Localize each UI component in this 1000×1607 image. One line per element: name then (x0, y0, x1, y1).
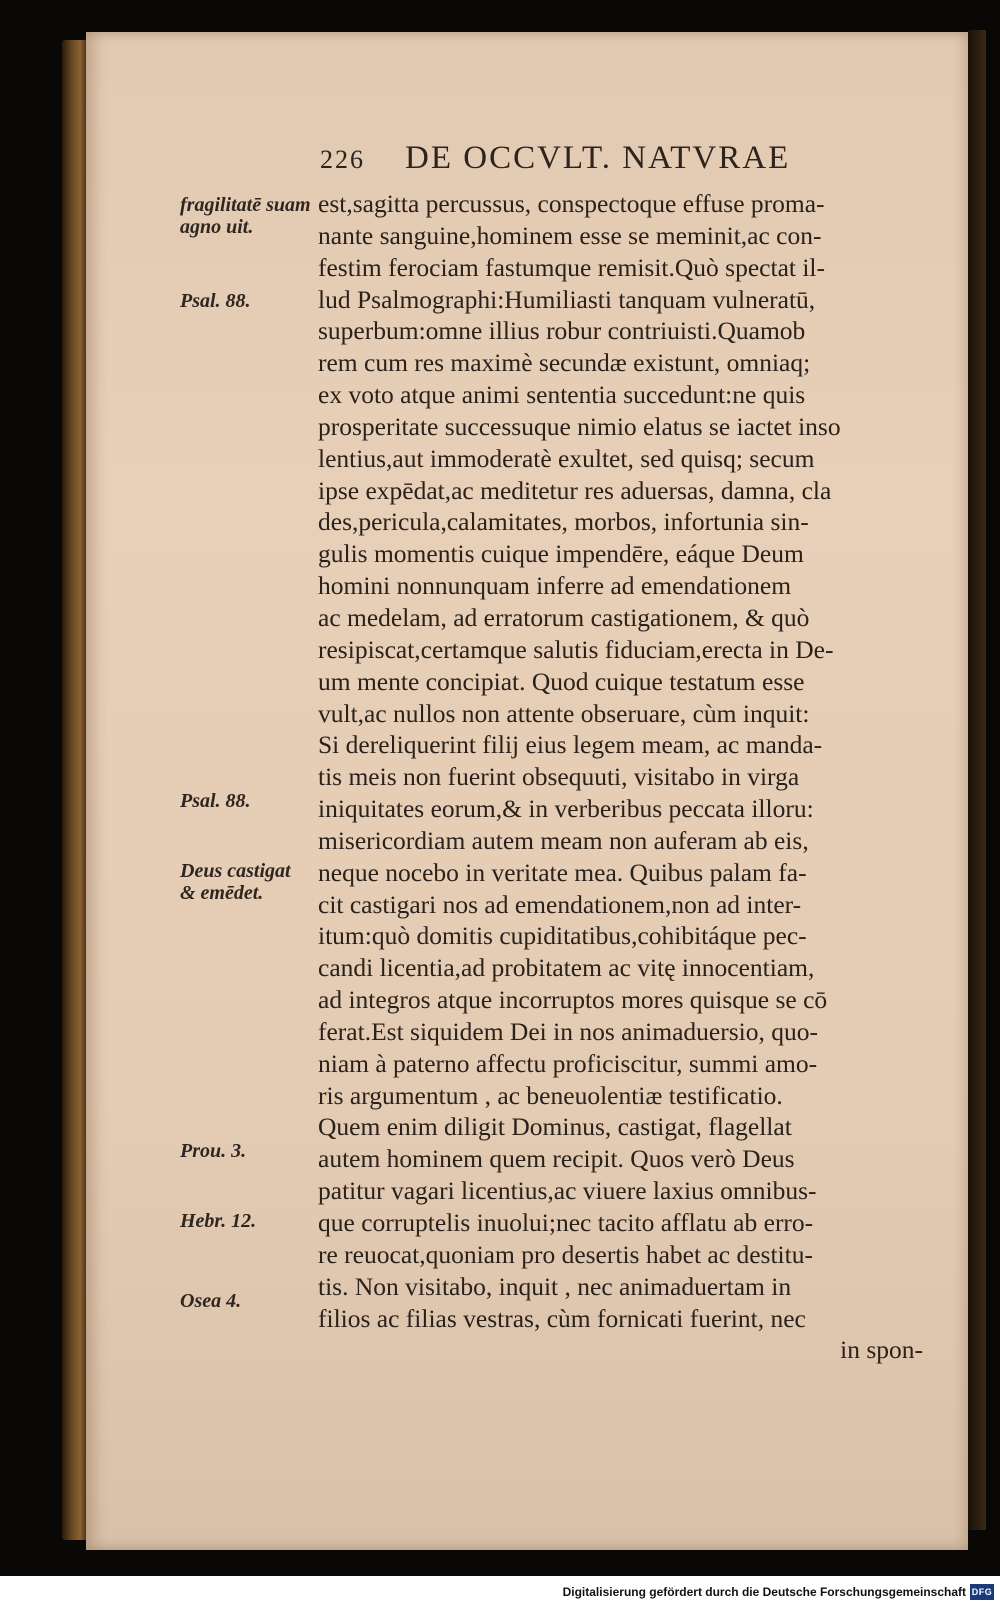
text-line: candi licentia,ad probitatem ac vitę innocentiam, (318, 953, 815, 983)
text-line: patitur vagari licentius,ac viuere laxius omnibus- (318, 1176, 817, 1206)
funding-credit: Digitalisierung gefördert durch die Deutsche Forschungsgemeinschaft (562, 1584, 966, 1599)
text-line: re reuocat,quoniam pro desertis habet ac destitu- (318, 1239, 813, 1269)
book-spine-edge (62, 40, 88, 1540)
running-title: DE OCCVLT. NATVRAE (405, 140, 791, 176)
dfg-logo: DFG (970, 1584, 994, 1600)
marginal-note: Prou. 3. (180, 1140, 247, 1162)
text-line: niam à paterno affectu proficiscitur, summi amo- (318, 1048, 818, 1078)
text-line: ac medelam, ad erratorum castigationem, & quò (318, 602, 810, 632)
text-line: tis. Non visitabo, inquit , nec animaduertam in (318, 1271, 792, 1301)
text-line: tis meis non fuerint obsequuti, visitabo in virga (318, 762, 800, 792)
text-line: ipse expēdat,ac meditetur res aduersas, damna, cla (318, 475, 832, 505)
text-line: neque nocebo in veritate mea. Quibus palam fa- (318, 857, 807, 887)
marginal-note: fragilitatē suam agno uit. (180, 194, 311, 238)
text-line: ex voto atque animi sententia succedunt:ne quis (318, 380, 806, 410)
running-header (320, 140, 880, 184)
text-line: autem hominem quem recipit. Quos verò Deus (318, 1144, 795, 1174)
page-number: 226 (320, 145, 365, 174)
text-line: est,sagitta percussus, conspectoque effuse proma- (318, 189, 825, 218)
marginal-note: Psal. 88. (180, 790, 251, 812)
text-line: iniquitates eorum,& in verberibus peccata illoru: (318, 794, 814, 824)
text-line: cit castigari nos ad emendationem,non ad inter- (318, 889, 802, 919)
text-line: ferat.Est siquidem Dei in nos animaduersio, quo- (318, 1016, 818, 1046)
marginal-note: Deus castigat & emēdet. (180, 860, 291, 904)
text-line: festim ferociam fastumque remisit.Quò spectat il- (318, 252, 826, 282)
footer-credit-bar (0, 1576, 1000, 1607)
main-text-block (318, 188, 923, 1366)
text-line: lentius,aut immoderatè exultet, sed quisq; secum (318, 443, 815, 473)
text-line: misericordiam autem meam non auferam ab eis, (318, 825, 809, 855)
text-line: gulis momentis cuique impendēre, eáque Deum (318, 539, 804, 569)
text-line: prosperitate successuque nimio elatus se iactet inso (318, 411, 841, 441)
text-line: vult,ac nullos non attente obseruare, cùm inquit: (318, 698, 810, 728)
text-line: Quem enim diligit Dominus, castigat, flagellat (318, 1112, 792, 1142)
text-line: itum:quò domitis cupiditatibus,cohibitáque pec- (318, 921, 807, 951)
text-line: superbum:omne illius robur contriuisti.Quamob (318, 316, 806, 346)
text-line: que corruptelis inuolui;nec tacito afflatu ab erro- (318, 1208, 814, 1237)
text-line: nante sanguine,hominem esse se meminit,ac con- (318, 220, 822, 250)
marginal-note: Hebr. 12. (180, 1210, 257, 1232)
catchword: in spon- (840, 1335, 923, 1365)
text-line: Si dereliquerint filij eius legem meam, ac manda- (318, 730, 823, 760)
text-line: lud Psalmographi:Humiliasti tanquam vulneratū, (318, 284, 816, 314)
text-line: des,pericula,calamitates, morbos, infortunia sin- (318, 507, 809, 537)
text-line: rem cum res maximè secundæ existunt, omniaq; (318, 348, 811, 378)
text-line: resipiscat,certamque salutis fiduciam,erecta in De- (318, 634, 834, 664)
text-line: homini nonnunquam inferre ad emendationem (318, 571, 792, 601)
page-stack-edge (968, 30, 986, 1530)
marginal-note: Osea 4. (180, 1290, 242, 1312)
text-line: filios ac filias vestras, cùm fornicati fuerint, nec (318, 1303, 806, 1333)
text-line: ad integros atque incorruptos mores quisque se cō (318, 985, 828, 1015)
text-line: um mente concipiat. Quod cuique testatum esse (318, 666, 805, 696)
text-line: ris argumentum , ac beneuolentiæ testificatio. (318, 1080, 783, 1110)
marginal-note: Psal. 88. (180, 290, 251, 312)
